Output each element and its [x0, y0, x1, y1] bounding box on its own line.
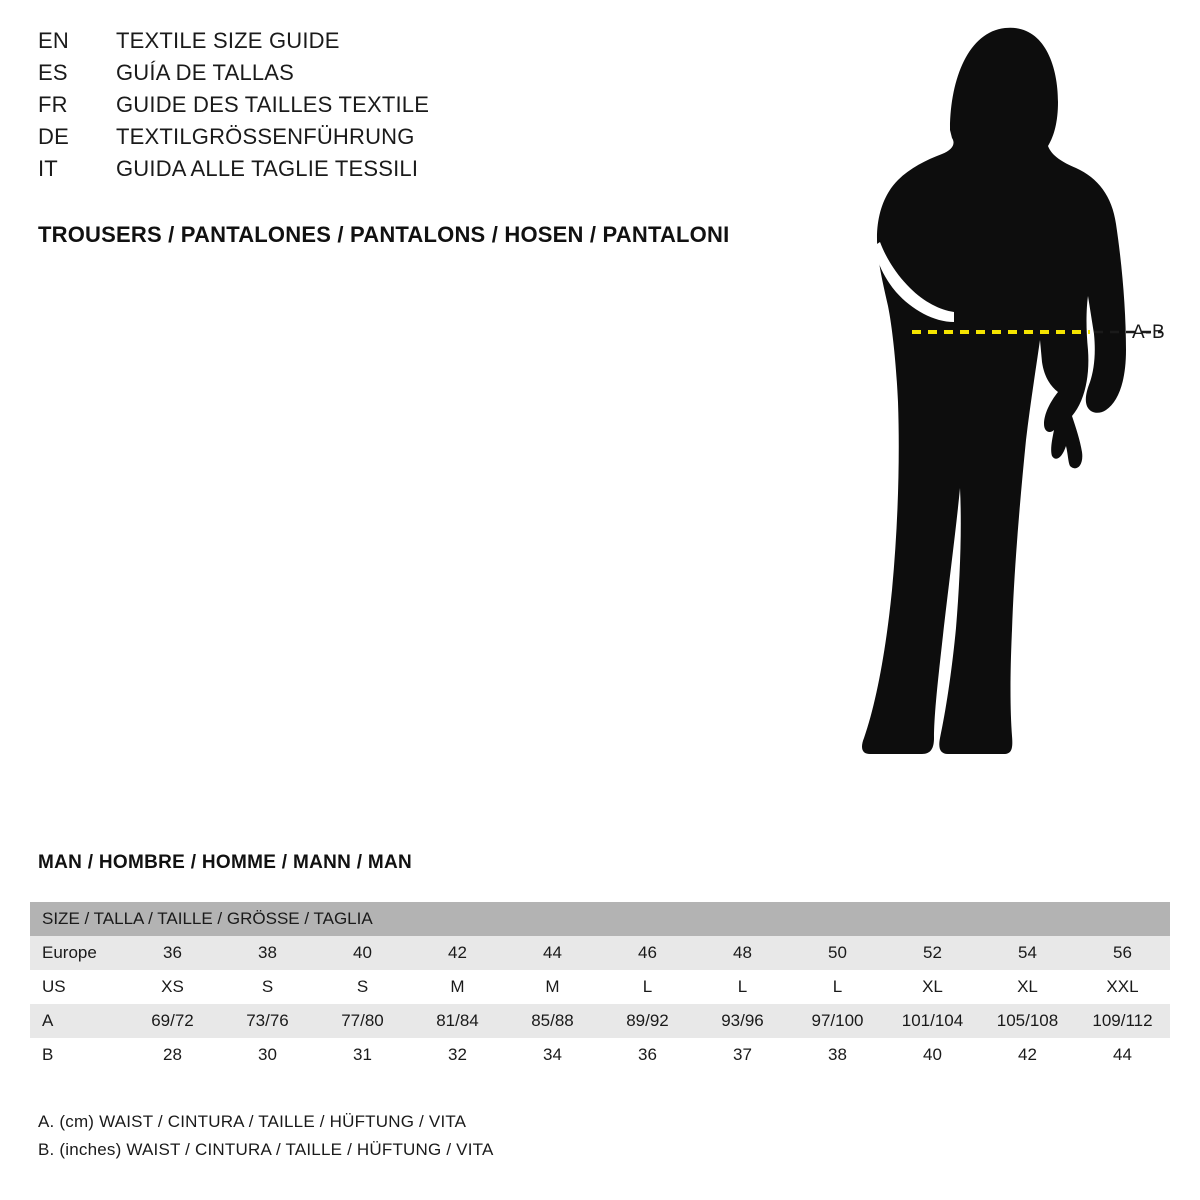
table-row	[30, 1038, 1170, 1072]
table-cell: 73/76	[220, 1004, 315, 1038]
table-cell: 42	[410, 936, 505, 970]
table-cell: 101/104	[885, 1004, 980, 1038]
table-cell: 105/108	[980, 1004, 1075, 1038]
table-cell: XL	[885, 970, 980, 1004]
figure-illustration	[800, 10, 1200, 810]
table-cell: 40	[315, 936, 410, 970]
table-cell: 30	[220, 1038, 315, 1072]
table-cell: M	[410, 970, 505, 1004]
language-title: GUIDE DES TAILLES TEXTILE	[116, 92, 430, 117]
table-cell: 50	[790, 936, 885, 970]
table-cell: 44	[505, 936, 600, 970]
language-row	[38, 156, 798, 188]
table-cell: L	[600, 970, 695, 1004]
language-code: EN	[38, 28, 69, 53]
table-cell: 36	[600, 1038, 695, 1072]
row-label: A	[30, 1004, 125, 1038]
table-row	[30, 970, 1170, 1004]
footnote-a: A. (cm) WAIST / CINTURA / TAILLE / HÜFTUNG / VITA	[38, 1112, 467, 1131]
table-caption-man: MAN / HOMBRE / HOMME / MANN / MAN	[38, 852, 413, 873]
table-cell: 89/92	[600, 1004, 695, 1038]
table-cell: 44	[1075, 1038, 1170, 1072]
table-cell: XS	[125, 970, 220, 1004]
garment-type-title: TROUSERS / PANTALONES / PANTALONS / HOSEN / PANTALONI	[38, 222, 730, 247]
language-code: IT	[38, 156, 58, 181]
language-title: TEXTILGRÖSSENFÜHRUNG	[116, 124, 415, 149]
footnotes-block	[38, 1108, 1038, 1164]
language-row	[38, 28, 798, 60]
language-title: GUIDA ALLE TAGLIE TESSILI	[116, 156, 419, 181]
table-cell: 37	[695, 1038, 790, 1072]
table-row	[30, 936, 1170, 970]
language-title-block	[38, 28, 798, 188]
table-cell: 54	[980, 936, 1075, 970]
table-cell: 42	[980, 1038, 1075, 1072]
language-row	[38, 60, 798, 92]
table-header-label: SIZE / TALLA / TAILLE / GRÖSSE / TAGLIA	[30, 902, 1170, 936]
language-code: DE	[38, 124, 69, 149]
language-row	[38, 124, 798, 156]
table-cell: 52	[885, 936, 980, 970]
table-cell: S	[315, 970, 410, 1004]
row-label: US	[30, 970, 125, 1004]
row-label: Europe	[30, 936, 125, 970]
language-code: ES	[38, 60, 68, 85]
measure-label-ab: A-B	[1132, 322, 1166, 343]
table-cell: 56	[1075, 936, 1170, 970]
language-row	[38, 92, 798, 124]
table-cell: 31	[315, 1038, 410, 1072]
table-cell: 97/100	[790, 1004, 885, 1038]
table-cell: L	[790, 970, 885, 1004]
size-table	[30, 902, 1170, 1072]
table-cell: 69/72	[125, 1004, 220, 1038]
table-cell: 34	[505, 1038, 600, 1072]
table-header-row	[30, 902, 1170, 936]
table-cell: XXL	[1075, 970, 1170, 1004]
table-cell: XL	[980, 970, 1075, 1004]
footnote-b: B. (inches) WAIST / CINTURA / TAILLE / HÜFTUNG / VITA	[38, 1140, 494, 1159]
table-cell: S	[220, 970, 315, 1004]
table-cell: 85/88	[505, 1004, 600, 1038]
table-cell: 81/84	[410, 1004, 505, 1038]
table-cell: 93/96	[695, 1004, 790, 1038]
table-cell: 32	[410, 1038, 505, 1072]
language-code: FR	[38, 92, 68, 117]
table-cell: 40	[885, 1038, 980, 1072]
table-cell: 77/80	[315, 1004, 410, 1038]
table-cell: M	[505, 970, 600, 1004]
table-cell: 28	[125, 1038, 220, 1072]
table-cell: 38	[220, 936, 315, 970]
language-title: GUÍA DE TALLAS	[116, 60, 295, 85]
row-label: B	[30, 1038, 125, 1072]
man-silhouette-icon	[800, 10, 1200, 810]
table-row	[30, 1004, 1170, 1038]
table-cell: 36	[125, 936, 220, 970]
table-cell: 48	[695, 936, 790, 970]
table-cell: 46	[600, 936, 695, 970]
table-cell: 109/112	[1075, 1004, 1170, 1038]
language-title: TEXTILE SIZE GUIDE	[116, 28, 340, 53]
table-cell: 38	[790, 1038, 885, 1072]
table-cell: L	[695, 970, 790, 1004]
